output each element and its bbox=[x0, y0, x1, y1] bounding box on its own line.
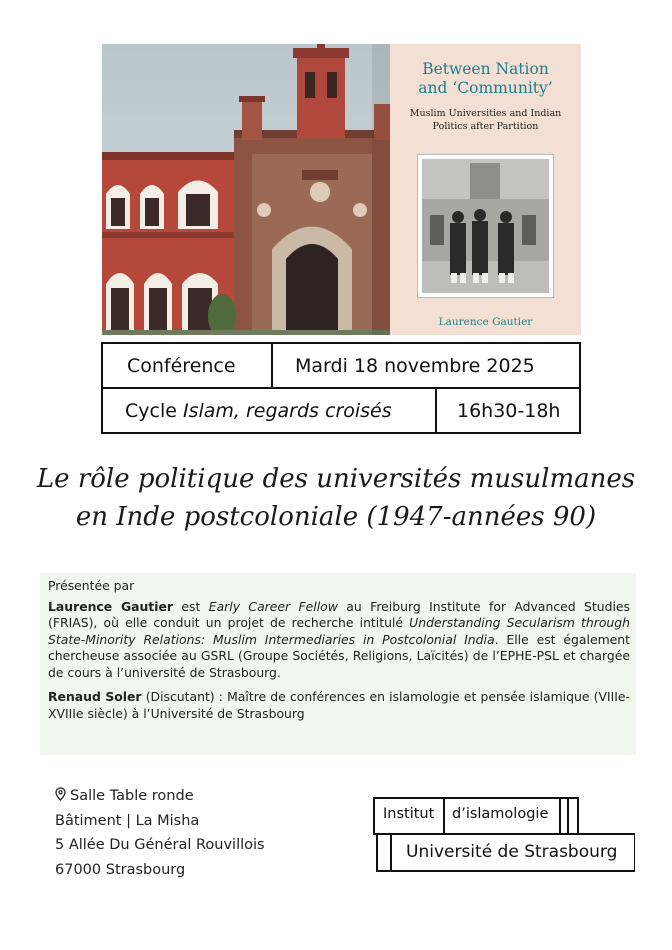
university-building-photo bbox=[102, 44, 390, 335]
logo-word-islamologie: d’islamologie bbox=[452, 806, 549, 822]
conference-title-line-2: en Inde postcoloniale (1947-années 90) bbox=[75, 502, 597, 532]
speaker-1-text: est bbox=[172, 598, 209, 614]
historical-photo-illustration bbox=[418, 155, 553, 297]
conference-title bbox=[30, 460, 642, 536]
book-subtitle-line-1: Muslim Universities and Indian bbox=[409, 108, 562, 119]
venue-room-label: Salle Table ronde bbox=[70, 788, 194, 804]
logo-university-name: Université de Strasbourg bbox=[406, 842, 618, 862]
venue-room bbox=[55, 784, 265, 809]
venue-city: 67000 Strasbourg bbox=[55, 861, 186, 878]
logo-line bbox=[373, 797, 578, 799]
logo-word-institut: Institut bbox=[383, 806, 435, 822]
logo-line bbox=[567, 797, 569, 834]
event-cycle-prefix: Cycle bbox=[125, 399, 183, 422]
location-pin-icon bbox=[55, 787, 66, 801]
logo-line bbox=[373, 797, 375, 834]
book-cover bbox=[390, 44, 581, 335]
speakers-section bbox=[40, 573, 636, 755]
book-title-line-1: Between Nation bbox=[422, 60, 549, 78]
speaker-1-project-title: Understanding Secularism through State-Minority Relations: Muslim Intermediaries in Postcolonial India bbox=[48, 615, 630, 647]
speaker-1-bio bbox=[48, 599, 630, 682]
logo-line bbox=[376, 833, 378, 871]
speaker-1-text: . Elle est également chercheuse associée au GSRL (Groupe Sociétés, Religions, Laïcités) de l’EPHE-PSL et chargée de cours à l’université de Strasbourg. bbox=[48, 631, 630, 680]
book-cover-photo bbox=[417, 154, 554, 298]
logo-line bbox=[559, 797, 561, 834]
speaker-1-name: Laurence Gautier bbox=[48, 598, 173, 614]
building-illustration bbox=[102, 44, 390, 335]
event-cycle bbox=[103, 389, 437, 432]
book-subtitle bbox=[390, 107, 581, 133]
logo-line bbox=[634, 833, 636, 871]
logo-line bbox=[373, 833, 635, 835]
event-date: Mardi 18 novembre 2025 bbox=[273, 344, 579, 389]
venue-building: Bâtiment | La Misha bbox=[55, 812, 200, 829]
logo-line bbox=[443, 797, 445, 834]
speaker-1-text: au Freiburg Institute for Advanced Studies (FRIAS), où elle conduit un projet de recherche intitulé bbox=[48, 598, 630, 630]
book-author: Laurence Gautier bbox=[438, 316, 533, 328]
event-info-table bbox=[101, 342, 581, 434]
speaker-2-name: Renaud Soler bbox=[48, 689, 142, 704]
book-title bbox=[390, 60, 581, 98]
book-subtitle-line-2: Politics after Partition bbox=[432, 121, 539, 132]
logo-line bbox=[577, 797, 579, 834]
logo-line bbox=[390, 833, 392, 871]
book-title-line-2: and ‘Community’ bbox=[418, 79, 553, 97]
speaker-1-position: Early Career Fellow bbox=[208, 598, 338, 614]
logo-line bbox=[376, 870, 635, 872]
university-logo bbox=[373, 797, 635, 872]
speaker-2-text: (Discutant) : Maître de conférences en islamologie et pensée islamique (VIIIe-XVIIIe siècle) à l’Université de Strasbourg bbox=[48, 689, 630, 721]
venue-address bbox=[55, 784, 265, 882]
event-time: 16h30-18h bbox=[457, 399, 561, 422]
event-type: Conférence bbox=[103, 344, 273, 389]
conference-title-line-1: Le rôle politique des universités musulmanes bbox=[36, 464, 636, 494]
event-cycle-name: Islam, regards croisés bbox=[182, 399, 392, 422]
presented-by-label: Présentée par bbox=[48, 578, 135, 593]
speaker-2-bio bbox=[48, 689, 630, 722]
venue-street: 5 Allée Du Général Rouvillois bbox=[55, 837, 265, 853]
